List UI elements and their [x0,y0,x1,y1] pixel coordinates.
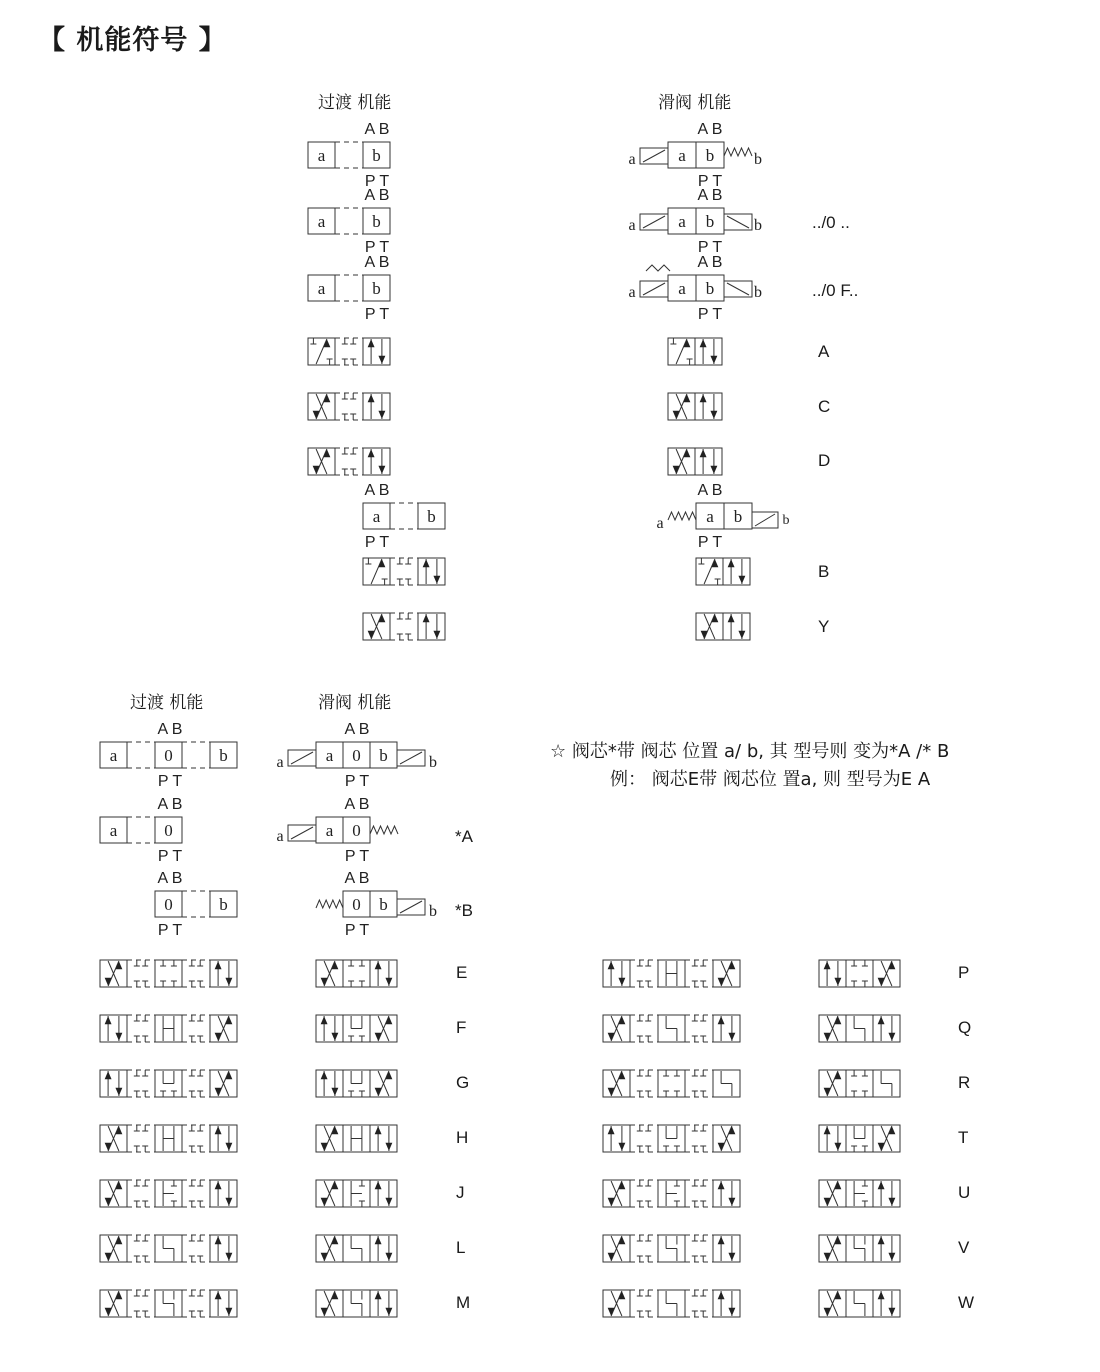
transition-symbol-left-3 [100,1125,237,1152]
transition-symbol-right-3 [603,1125,740,1152]
spool-top-row-2 [628,254,762,323]
spool-symbol-right-2 [819,1070,900,1097]
spring [370,826,398,834]
header-spool-top: 滑阀 机能 [658,93,732,113]
arrow-head [824,1127,830,1134]
transition-symbol-left-6 [100,1290,237,1317]
spool-symbol-left-4 [316,1180,397,1207]
ports-ab: A B [157,721,183,738]
envelope [155,960,182,987]
side-a: a [628,284,636,301]
spool-top-row-1 [628,187,762,256]
arrow-head [379,356,385,363]
arrow-head [368,395,374,402]
position-letter: b [705,279,715,298]
arrow-head [332,1088,338,1095]
label-code-r: R [958,1073,971,1092]
envelope [873,1235,900,1262]
envelope [210,960,237,987]
ports-ab: A B [344,796,370,813]
arrow-head [739,631,745,638]
transition-star-a-header [100,796,182,865]
transition-3pos-header [100,721,237,790]
header-transition-top: 过渡 机能 [318,93,392,113]
arrow-head [375,1182,381,1189]
arrow-head [375,962,381,969]
label-code-w: W [958,1293,975,1312]
spool-symbol-left-5 [316,1235,397,1262]
arrow-head [889,1198,895,1205]
position-letter: 0 [352,746,361,765]
position-letter: 0 [164,746,173,765]
arrow-head [608,962,614,969]
transition-top-row-1 [308,187,390,256]
side-b: b [754,217,762,234]
flow-line [643,150,665,162]
flow-line [643,216,665,228]
position-letter: b [705,212,715,231]
spool-symbol-left-0 [316,960,397,987]
envelope [370,1235,397,1262]
envelope [819,960,846,987]
arrow-head [878,1237,884,1244]
ports-pt: P T [344,922,370,939]
label-code-g: G [456,1073,470,1092]
spool-star-a-header [276,796,398,865]
arrow-head [226,1143,232,1150]
position-letter: b [733,507,743,526]
label-code-u: U [958,1183,971,1202]
arrow-head [728,560,734,567]
ports-ab: A B [697,187,723,204]
arrow-head [386,1198,392,1205]
ports-ab: A B [157,796,183,813]
position-letter: b [379,895,388,914]
arrow-head [105,1072,111,1079]
ports-ab: A B [344,721,370,738]
arrow-head [878,1182,884,1189]
arrow-head [878,1292,884,1299]
position-letter: b [219,746,228,765]
position-letter: a [678,212,686,231]
envelope [100,1070,127,1097]
envelope [873,1180,900,1207]
spring [316,900,343,908]
envelope [846,1070,873,1097]
ports-pt: P T [364,239,390,256]
label-code-j: J [456,1183,465,1202]
label-code-star-b: *B [455,901,473,920]
flow-line [676,339,687,364]
position-letter: a [317,279,326,298]
label-code-l: L [456,1238,466,1257]
spool-symbol-right-0 [819,960,900,987]
label-code-star-a: *A [455,827,473,846]
side-b: b [782,513,790,528]
envelope [363,338,390,365]
transition-top-row-2 [308,254,390,323]
arrow-head [379,411,385,418]
ports-ab: A B [697,254,723,271]
arrow-head [619,1143,625,1150]
arrow-head [386,1308,392,1315]
ports-ab: A B [697,121,723,138]
note-line-2: 例： 阀芯E带 阀芯位 置a, 则 型号为E A [610,769,931,790]
arrow-head [375,1237,381,1244]
arrow-head [878,1017,884,1024]
transition-symbol-right-6 [603,1290,740,1317]
flow-line [727,216,749,228]
envelope [210,1235,237,1262]
transition-symbol-top-1 [308,393,390,420]
spool-symbol-left-2 [316,1070,397,1097]
ports-ab: A B [364,482,390,499]
arrow-head [700,450,706,457]
arrow-head [116,1033,122,1040]
flow-line [727,283,749,295]
position-letter: a [317,146,326,165]
label-code-0f: ../0 F.. [812,281,859,300]
arrow-head [321,1072,327,1079]
spool-star-b-header [316,870,437,939]
arrow-head [700,395,706,402]
envelope [713,1235,740,1262]
arrow-head [386,1143,392,1150]
manual-lever [646,265,670,271]
position-letter: a [109,746,118,765]
spool-symbol-by-0 [696,558,750,585]
ports-ab: A B [364,254,390,271]
label-code-t: T [958,1128,969,1147]
envelope [418,558,445,585]
transition-top-row-0 [308,121,390,190]
arrow-head [321,1017,327,1024]
envelope [370,1180,397,1207]
ports-pt: P T [364,306,390,323]
spool-symbol-right-3 [819,1125,900,1152]
transition-symbol-by-0 [363,558,445,585]
arrow-head [700,340,706,347]
label-code-m: M [456,1293,471,1312]
ports-pt: P T [697,534,723,551]
envelope [713,1290,740,1317]
position-letter: b [427,507,436,526]
flow-line [755,514,775,526]
arrow-head [226,1308,232,1315]
envelope [695,448,722,475]
spool-3pos-header [276,721,437,790]
position-letter: b [379,746,388,765]
side-a: a [628,217,636,234]
flow-line [400,752,422,764]
arrow-head [368,450,374,457]
ports-pt: P T [344,848,370,865]
arrow-head [215,1127,221,1134]
transition-symbol-left-0 [100,960,237,987]
flow-line [371,559,382,584]
arrow-head [728,615,734,622]
ports-pt: P T [697,239,723,256]
envelope [210,1180,237,1207]
spool-symbol-by-1 [696,613,750,640]
envelope [100,1015,127,1042]
envelope [210,1290,237,1317]
arrow-head [386,978,392,985]
envelope [873,1015,900,1042]
label-code-e: E [456,963,468,982]
side-a: a [656,515,664,532]
envelope [370,1290,397,1317]
label-code-0: ../0 .. [812,213,850,232]
arrow-head [889,1253,895,1260]
spool-symbol-right-4 [819,1180,900,1207]
arrow-head [889,1033,895,1040]
arrow-head [718,1237,724,1244]
ports-pt: P T [364,534,390,551]
ports-ab: A B [364,187,390,204]
transition-symbol-right-5 [603,1235,740,1262]
envelope [418,613,445,640]
envelope [713,1015,740,1042]
arrow-head [226,1253,232,1260]
arrow-head [739,576,745,583]
position-letter: a [678,146,686,165]
spool-b-header [656,482,789,551]
arrow-head [215,1292,221,1299]
flow-line [400,901,422,913]
arrow-head [434,576,440,583]
transition-symbol-right-1 [603,1015,740,1042]
arrow-head [226,1198,232,1205]
spool-top-row-0 [628,121,762,190]
envelope [370,960,397,987]
ports-pt: P T [157,922,183,939]
position-letter: 0 [164,821,173,840]
side-b: b [429,903,437,920]
arrow-head [116,1088,122,1095]
position-letter: a [678,279,686,298]
arrow-head [423,560,429,567]
arrow-head [619,978,625,985]
arrow-head [386,1253,392,1260]
arrow-head [608,1127,614,1134]
envelope [695,338,722,365]
envelope [316,1070,343,1097]
transition-symbol-right-0 [603,960,740,987]
arrow-head [729,1253,735,1260]
position-letter: b [219,895,228,914]
transition-b-header [363,482,445,551]
label-code-c: C [818,397,831,416]
arrow-head [375,1127,381,1134]
arrow-head [718,1017,724,1024]
position-letter: a [372,507,381,526]
arrow-head [215,1182,221,1189]
ports-ab: A B [157,870,183,887]
side-a: a [628,151,636,168]
transition-symbol-left-1 [100,1015,237,1042]
position-letter: b [372,146,381,165]
ports-ab: A B [697,482,723,499]
envelope [363,448,390,475]
position-letter: a [317,212,326,231]
side-a: a [276,754,284,771]
envelope [603,1125,630,1152]
label-code-a: A [818,342,830,361]
arrow-head [835,1143,841,1150]
envelope [819,1125,846,1152]
position-letter: 0 [352,821,361,840]
side-b: b [754,284,762,301]
spool-symbol-right-6 [819,1290,900,1317]
flow-line [291,752,313,764]
spool-symbol-left-6 [316,1290,397,1317]
position-letter: 0 [352,895,361,914]
header-transition-bottom: 过渡 机能 [130,693,204,713]
envelope [723,558,750,585]
spool-symbol-left-1 [316,1015,397,1042]
label-code-b: B [818,562,830,581]
envelope [603,960,630,987]
arrow-head [332,1033,338,1040]
label-code-d: D [818,451,831,470]
envelope [658,1070,685,1097]
label-code-q: Q [958,1018,972,1037]
spring [724,148,752,156]
arrow-head [434,631,440,638]
envelope [210,1125,237,1152]
flow-line [291,827,313,839]
position-letter: b [372,279,381,298]
transition-symbol-top-0 [308,338,390,365]
position-letter: a [109,821,118,840]
arrow-head [824,962,830,969]
arrow-head [889,1308,895,1315]
envelope [846,960,873,987]
spool-symbol-top-2 [668,448,722,475]
position-letter: a [706,507,714,526]
ports-pt: P T [697,306,723,323]
spring [668,512,696,520]
arrow-head [711,466,717,473]
spool-symbol-top-1 [668,393,722,420]
transition-symbol-right-2 [603,1070,740,1097]
arrow-head [718,1292,724,1299]
arrow-head [729,1033,735,1040]
side-b: b [754,151,762,168]
arrow-head [215,962,221,969]
envelope [695,393,722,420]
side-b: b [429,754,437,771]
label-code-y: Y [818,617,830,636]
envelope [713,1180,740,1207]
arrow-head [375,1292,381,1299]
envelope [363,393,390,420]
label-code-v: V [958,1238,970,1257]
transition-symbol-by-1 [363,613,445,640]
arrow-head [368,340,374,347]
position-letter: b [372,212,381,231]
transition-symbol-top-2 [308,448,390,475]
ports-pt: P T [697,173,723,190]
position-letter: a [325,746,334,765]
side-a: a [276,828,284,845]
arrow-head [718,1182,724,1189]
ports-ab: A B [364,121,390,138]
ports-pt: P T [157,848,183,865]
note-line-1: ☆ 阀芯*带 阀芯 位置 a/ b, 其 型号则 变为*A /* B [550,741,950,762]
spool-symbol-top-0 [668,338,722,365]
transition-symbol-right-4 [603,1180,740,1207]
position-letter: 0 [164,895,173,914]
arrow-head [729,1198,735,1205]
position-letter: b [705,146,715,165]
transition-star-b-header [155,870,237,939]
position-letter: a [325,821,334,840]
ports-pt: P T [157,773,183,790]
arrow-head [215,1237,221,1244]
arrow-head [835,978,841,985]
label-code-h: H [456,1128,469,1147]
header-spool-bottom: 滑阀 机能 [318,693,392,713]
flow-line [704,559,715,584]
envelope [873,1290,900,1317]
flow-line [316,339,327,364]
arrow-head [729,1308,735,1315]
label-code-p: P [958,963,970,982]
arrow-head [379,466,385,473]
transition-symbol-left-2 [100,1070,237,1097]
envelope [370,1125,397,1152]
arrow-head [711,356,717,363]
transition-symbol-left-5 [100,1235,237,1262]
ports-pt: P T [364,173,390,190]
spool-symbol-right-1 [819,1015,900,1042]
ports-ab: A B [344,870,370,887]
arrow-head [711,411,717,418]
spool-symbol-right-5 [819,1235,900,1262]
envelope [316,1015,343,1042]
transition-symbol-left-4 [100,1180,237,1207]
ports-pt: P T [344,773,370,790]
label-code-f: F [456,1018,467,1037]
envelope [343,960,370,987]
page-title: 【 机能符号 】 [38,25,227,56]
arrow-head [423,615,429,622]
flow-line [643,283,665,295]
spool-symbol-left-3 [316,1125,397,1152]
envelope [723,613,750,640]
arrow-head [105,1017,111,1024]
arrow-head [226,978,232,985]
